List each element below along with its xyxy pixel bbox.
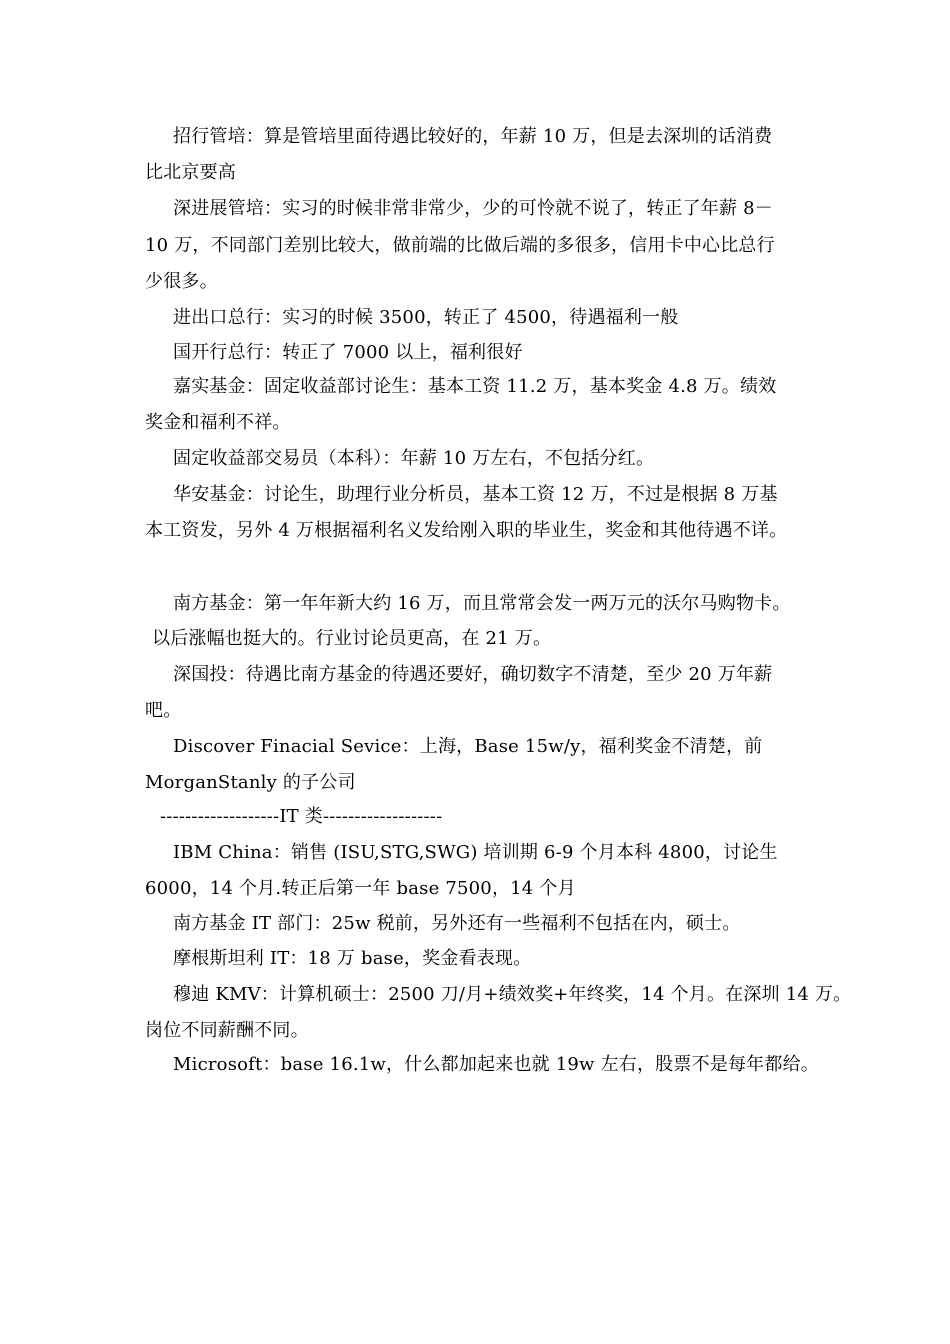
- text-line: 招行管培：算是管培里面待遇比较好的，年薪 10 万，但是去深圳的话消费: [173, 126, 773, 147]
- text-line: 固定收益部交易员（本科）：年薪 10 万左右，不包括分红。: [173, 448, 655, 469]
- text-line: 国开行总行：转正了 7000 以上，福利很好: [173, 342, 523, 363]
- text-line: 摩根斯坦利 IT：18 万 base，奖金看表现。: [173, 948, 532, 969]
- text-line: 6000，14 个月.转正后第一年 base 7500，14 个月: [145, 878, 576, 899]
- text-line: 奖金和福利不祥。: [145, 412, 291, 433]
- text-line: 华安基金：讨论生，助理行业分析员，基本工资 12 万，不过是根据 8 万基: [173, 484, 778, 505]
- text-line: 10 万，不同部门差别比较大，做前端的比做后端的多很多，信用卡中心比总行: [145, 235, 775, 256]
- text-line: 穆迪 KMV：计算机硕士：2500 刀/月+绩效奖+年终奖，14 个月。在深圳 14 万。: [173, 984, 852, 1005]
- text-line: 本工资发，另外 4 万根据福利名义发给刚入职的毕业生，奖金和其他待遇不详。: [145, 520, 788, 541]
- text-line: Microsoft：base 16.1w，什么都加起来也就 19w 左右，股票不是每年都给。: [173, 1054, 819, 1075]
- text-line: 嘉实基金：固定收益部讨论生：基本工资 11.2 万，基本奖金 4.8 万。绩效: [173, 376, 777, 397]
- text-line: 南方基金：第一年年新大约 16 万，而且常常会发一两万元的沃尔马购物卡。: [173, 593, 791, 614]
- text-line: Discover Finacial Sevice：上海，Base 15w/y，福利奖金不清楚，前: [173, 736, 763, 757]
- text-line: IBM China：销售 (ISU,STG,SWG) 培训期 6-9 个月本科 4800，讨论生: [173, 842, 778, 863]
- section-separator-it: -------------------IT 类-------------------: [160, 806, 443, 827]
- text-line: 岗位不同薪酬不同。: [145, 1020, 309, 1041]
- text-line: 南方基金 IT 部门：25w 税前，另外还有一些福利不包括在内，硕士。: [173, 913, 741, 934]
- text-line: 深进展管培：实习的时候非常非常少，少的可怜就不说了，转正了年薪 8－: [173, 198, 773, 219]
- text-line: 深国投：待遇比南方基金的待遇还要好，确切数字不清楚，至少 20 万年薪: [173, 664, 773, 685]
- text-line: MorganStanly 的子公司: [145, 772, 356, 793]
- text-line: 少很多。: [145, 271, 218, 292]
- text-line: 以后涨幅也挺大的。行业讨论员更高，在 21 万。: [152, 628, 552, 649]
- text-line: 吧。: [145, 700, 182, 721]
- text-line: 进出口总行：实习的时候 3500，转正了 4500，待遇福利一般: [173, 307, 679, 328]
- text-line: 比北京要高: [145, 162, 236, 183]
